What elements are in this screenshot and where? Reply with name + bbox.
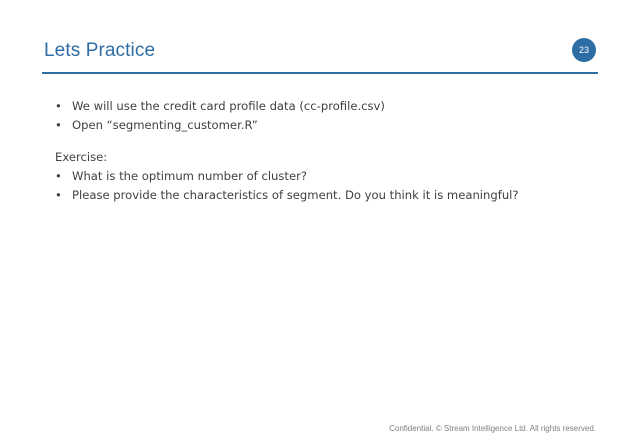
bullet-item: • Open “segmenting_customer.R” [55, 116, 595, 135]
page-number-badge: 23 [572, 38, 596, 62]
slide-title: Lets Practice [44, 40, 156, 61]
bullet-item: • Please provide the characteristics of segment. Do you think it is meaningful? [55, 186, 595, 205]
bullet-item: • What is the optimum number of cluster? [55, 167, 595, 186]
confidentiality-footer: Confidential. © Stream Intelligence Ltd. All rights reserved. [389, 424, 596, 433]
exercise-bullet-list [55, 167, 595, 205]
title-divider [42, 72, 598, 74]
intro-bullet-list [55, 97, 595, 135]
slide-content [55, 97, 595, 205]
bullet-item: • We will use the credit card profile data (cc-profile.csv) [55, 97, 595, 116]
exercise-label: Exercise: [55, 150, 108, 164]
